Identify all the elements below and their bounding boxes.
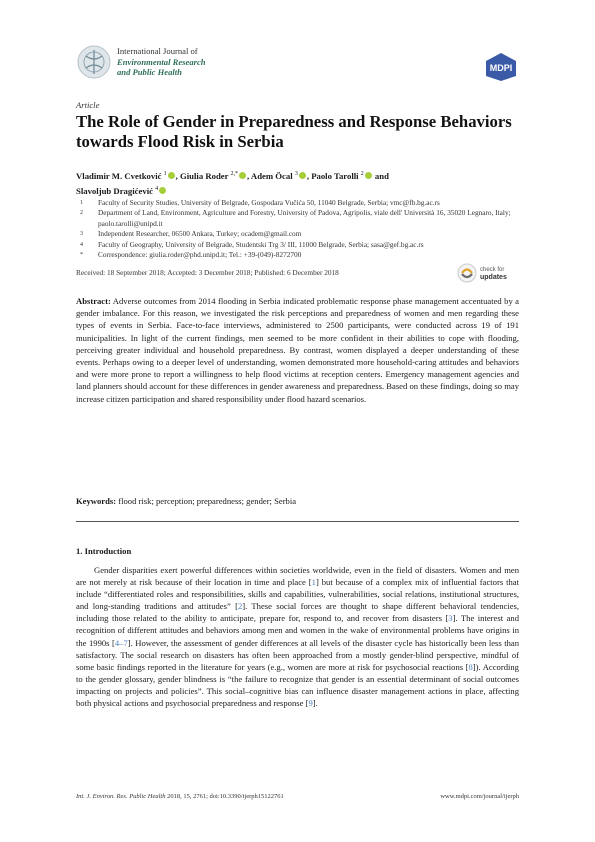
orcid-icon[interactable] [239, 172, 246, 179]
citation-link[interactable]: 8 [468, 661, 473, 672]
check-for-updates-button[interactable] [456, 262, 520, 284]
correspondence-text: Correspondence: giulia.roder@phd.unipd.it; Tel.: +39-(049)-8272700 [98, 250, 302, 260]
journal-name-line1: International Journal of [117, 46, 198, 56]
author-and: and [374, 170, 389, 181]
author-affiliation-sup: 3 [294, 171, 298, 177]
affiliation-item [76, 198, 526, 208]
affiliation-number: * [80, 252, 83, 259]
journal-name-line3: and Public Health [117, 67, 182, 77]
paragraph: Gender disparities exert powerful differences within societies worldwide, even in the field of disasters. Women and men are not merely at risk because of their location in time and place [1] but because of a complex mix of influential factors that include “differentiated roles and responsibilities, skills and capabilities, vulnerabilities, social relations, institutional structures, and long-standing traditions and attitudes” [2]. These social forces are thought to shape different behavioral tendencies, including those related to the ability to anticipate, prepare for, respond to, and recover from disasters [3]. The interest and recognition of different attitudes and behaviors among men and women in the wake of environmental problems have origins in the 1990s [4–7]. However, the assessment of gender differences at all levels of the disaster cycle has historically been less than satisfactory. The social research on disasters has often been approached from a mostly gender-blind perspective, mindful of some basic findings reported in the literature for years (e.g., women are more at risk for psychosocial reactions [8]). According to the gender glossary, gender blindness is “the failure to recognize that gender is an essential determinant of social outcomes impacting on projects and policies”. This social–cognitive bias can influence disaster management actions in place, affecting both physical actions and psychosocial preparedness and response [9]. [76, 565, 519, 709]
affiliation-text: Faculty of Security Studies, University of Belgrade, Gospodara Vučića 50, 11040 Belgrade, Serbia; vmc@fb.bg.ac.rs [98, 198, 440, 207]
journal-logo [76, 44, 112, 80]
author-affiliation-sup: 2,* [230, 171, 239, 177]
body-text [76, 564, 519, 709]
affiliation-number: 2 [80, 210, 83, 217]
author-name[interactable]: Slavoljub Dragićević [76, 185, 153, 196]
orcid-icon[interactable] [299, 172, 306, 179]
citation-link[interactable]: 9 [308, 698, 313, 709]
affiliation-number: 4 [80, 241, 83, 248]
section-divider [76, 521, 519, 522]
abstract [76, 295, 519, 405]
keywords-label: Keywords: [76, 496, 117, 506]
citation-link[interactable]: 3 [448, 613, 453, 624]
mdpi-logo-icon[interactable] [484, 52, 518, 82]
affiliation-text: Faculty of Geography, University of Belgrade, Studentski Trg 3/ III, 11000 Belgrade, Serbia; sasa@gef.bg.ac.rs [98, 239, 424, 249]
author-affiliation-sup: 1 [163, 171, 167, 177]
affiliation-text: Independent Researcher, 06500 Ankara, Turkey; ocadem@gmail.com [98, 229, 302, 239]
citation-link[interactable]: 1 [311, 577, 316, 588]
article-type: Article [76, 100, 100, 110]
author-affiliation-sup: 4 [155, 185, 159, 192]
keywords-text: flood risk; perception; preparedness; gender; Serbia [118, 496, 297, 506]
abstract-label: Abstract: [76, 296, 111, 306]
author-name[interactable]: Vladimir M. Cvetković [76, 170, 162, 181]
footer-journal-abbrev: Int. J. Environ. Res. Public Health [76, 793, 166, 800]
svg-text:MDPI: MDPI [489, 63, 513, 73]
affiliation-item [76, 229, 526, 239]
affiliation-list [76, 198, 526, 260]
affiliation-item [76, 208, 526, 229]
author-affiliation-sup: 2 [360, 171, 364, 177]
correspondence-item [76, 250, 526, 260]
affiliation-number: 1 [80, 200, 83, 206]
affiliation-number: 3 [80, 231, 83, 238]
affiliation-item [76, 240, 526, 250]
footer-citation [76, 793, 284, 800]
section-heading: 1. Introduction [76, 546, 132, 556]
check-updates-line2: updates [480, 274, 507, 281]
journal-name [117, 46, 206, 78]
article-title: The Role of Gender in Preparedness and Response Behaviors towards Flood Risk in Serbia [76, 112, 512, 151]
orcid-icon[interactable] [365, 172, 372, 179]
affiliation-text: Department of Land, Environment, Agriculture and Forestry, University of Padova, Agripolis, viale dell' Università 16, 35020 Legnaro, Italy; paolo.tarolli@unipd.it [98, 208, 511, 228]
keywords [76, 495, 519, 507]
publication-dates: Received: 18 September 2018; Accepted: 3 December 2018; Published: 6 December 2018 [76, 268, 339, 277]
citation-link[interactable]: 4–7 [114, 637, 128, 648]
orcid-icon[interactable] [159, 187, 166, 194]
author-name[interactable]: Giulia Roder [180, 170, 229, 181]
orcid-icon[interactable] [168, 172, 175, 179]
author-name[interactable]: Adem Öcal [250, 170, 293, 181]
footer-citation-text: 2018, 15, 2761; doi:10.3390/ijerph15122761 [167, 793, 284, 800]
check-updates-line1: check for [480, 267, 505, 273]
journal-name-line2: Environmental Research [117, 56, 206, 67]
citation-link[interactable]: 2 [237, 601, 243, 612]
author-name[interactable]: Paolo Tarolli [311, 170, 359, 181]
abstract-text: Adverse outcomes from 2014 flooding in Serbia indicated problematic response phase management accentuated by a gender imbalance. For this reason, we investigated the risk perceptions and preparedness of women and men regarding these types of events in Serbia. Face-to-face interviews, administered to 2500 participants, were conducted across 19 of 191 municipalities. In light of the current findings, men seemed to be more confident in their abilities to cope with flooding, perceiving greater individual and household preparedness. By contrast, women displayed a deeper understanding of these events. Perhaps owing to a deeper level of understanding, women demonstrated more household-caring attitudes and behaviors and were more prone to report a willingness to help flood victims at reception centers. Emergency management agencies and land planners should account for these differences in gender awareness and preparedness. Based on these findings, doing so may increase citizen participation and shared responsibility under flood hazard scenarios. [76, 296, 519, 404]
footer-website-link[interactable]: www.mdpi.com/journal/ijerph [440, 793, 519, 800]
author-list: Vladimir M. Cvetković $^1$ , Giulia Roder $^{2,*}$ , Adem Öcal $^3$ , Paolo Tarolli $^2$ and Slavoljub Dragićević $^4$ [76, 170, 389, 196]
